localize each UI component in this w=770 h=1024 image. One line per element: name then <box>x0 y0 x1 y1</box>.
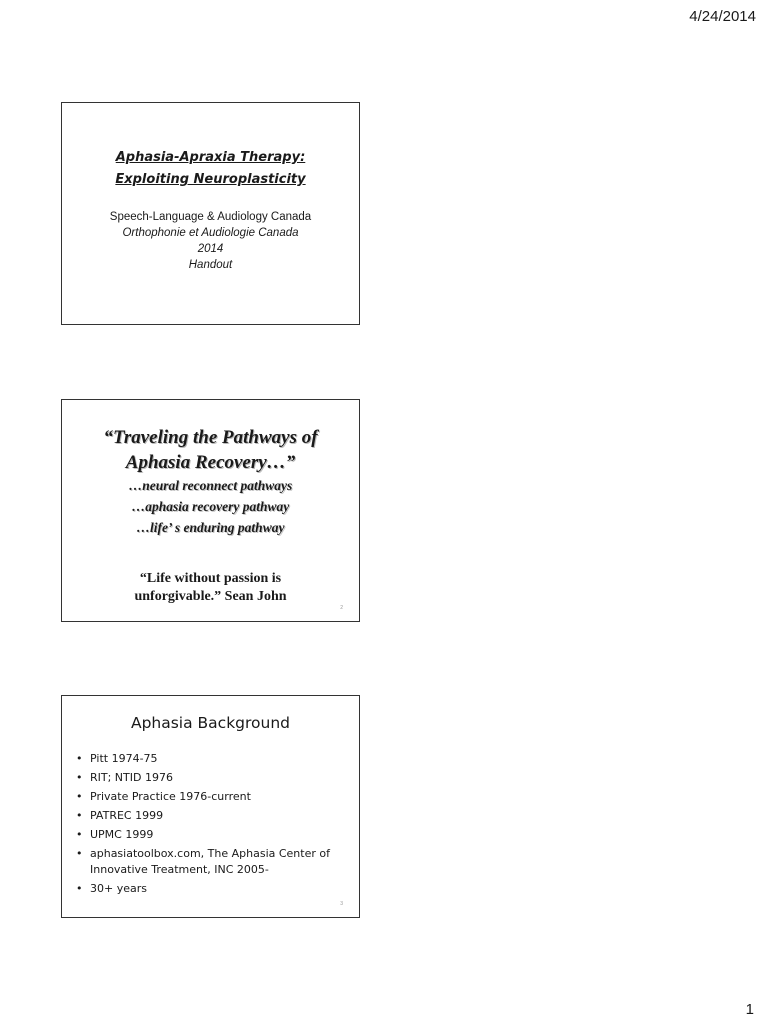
organization-name: Speech-Language & Audiology Canada <box>109 211 312 223</box>
list-item: • aphasiatoolbox.com, The Aphasia Center of Innovative Treatment, INC 2005- <box>72 846 351 877</box>
slide-3 <box>61 695 360 918</box>
slide-2-title-line: “Traveling the Pathways of <box>103 427 318 448</box>
pathway-line: …aphasia recovery pathway <box>131 499 290 514</box>
slide-1-title-line: Aphasia-Apraxia Therapy: <box>115 150 306 165</box>
slide-2-title-line: Aphasia Recovery…” <box>125 452 296 473</box>
list-item: • PATREC 1999 <box>72 808 351 824</box>
slide-2-title <box>62 425 359 475</box>
slide-number: 3 <box>340 901 343 907</box>
list-item: • UPMC 1999 <box>72 827 351 843</box>
page-date: 4/24/2014 <box>689 8 756 25</box>
slide-2-subtitle <box>62 475 359 538</box>
page-number: 1 <box>745 1001 754 1018</box>
year: 2014 <box>197 243 224 255</box>
list-item: • RIT; NTID 1976 <box>72 770 351 786</box>
quote-line: “Life without passion is <box>139 571 282 586</box>
slide-1-title-line: Exploiting Neuroplasticity <box>115 172 306 187</box>
pathway-line: …neural reconnect pathways <box>128 478 293 493</box>
list-item: • Pitt 1974-75 <box>72 751 351 767</box>
slide-2-quote <box>62 570 359 606</box>
pathway-line: …life’ s enduring pathway <box>136 520 285 535</box>
slide-3-title: Aphasia Background <box>130 714 291 732</box>
slide-1-body <box>62 209 359 273</box>
background-list <box>72 751 351 900</box>
slide-1 <box>61 102 360 325</box>
document-type: Handout <box>188 259 233 271</box>
slide-1-title <box>62 147 359 191</box>
quote-line: unforgivable.” Sean John <box>134 589 287 604</box>
list-item: • Private Practice 1976-current <box>72 789 351 805</box>
slide-2 <box>61 399 360 622</box>
slide-number: 2 <box>340 605 343 611</box>
list-item: • 30+ years <box>72 881 351 897</box>
organization-name-french: Orthophonie et Audiologie Canada <box>122 227 299 239</box>
